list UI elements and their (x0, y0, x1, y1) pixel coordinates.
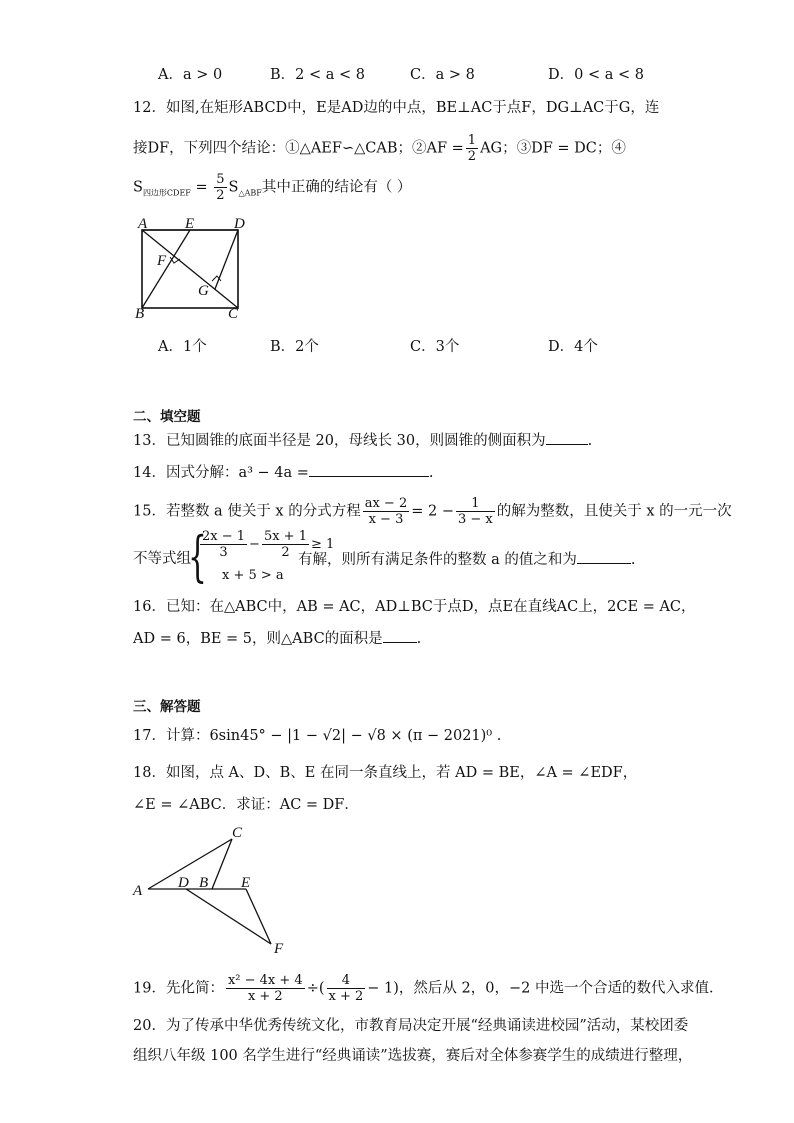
q18-label-a: A (133, 883, 143, 899)
q15-line2-suffix: 有解，则所有满足条件的整数 a 的值之和为 . (298, 549, 635, 570)
q18-triangle-figure (128, 822, 298, 957)
q16-line2: AD = 6，BE = 5，则△ABC的面积是 . (133, 628, 421, 649)
q18-label-c: C (232, 825, 243, 841)
q12-line3: $S_{四边形CDEF}$ = $\frac{5}{2}$ $S_{\triangle ABF}$其中正确的结论有（ ） (133, 172, 412, 203)
q12-line2 (133, 133, 626, 164)
q12-rectangle-figure (130, 215, 250, 320)
q15-line2-prefix: 不等式组 (133, 551, 191, 567)
q20-line1: 20．为了传承中华优秀传统文化，市教育局决定开展“经典诵读进校园”活动，某校团委 (133, 1018, 689, 1034)
q12-option-c: C．3个 (410, 339, 460, 355)
q15-inequality-1: $\frac{2x - 1}{3}$ − $\frac{5x + 1}{2}$ ≥ 1 (202, 529, 335, 560)
q12-label-f: F (157, 253, 167, 269)
q17-line: 17．计算：6sin45° − |1 − √2| − √8 × (π − 2021)⁰ . (133, 728, 502, 744)
q13-line: 13．已知圆锥的底面半径是 20，母线长 30，则圆锥的侧面积为 . (133, 430, 592, 451)
q15-system-brace: { (188, 525, 207, 588)
q12-label-c: C (228, 306, 239, 320)
q12-line2-suffix: AG；③DF = DC；④ (480, 140, 626, 157)
q11-option-b: B．2 < a < 8 (270, 67, 365, 83)
q11-option-d: D．0 < a < 8 (548, 67, 644, 83)
q11-option-a: A．a > 0 (158, 67, 223, 83)
q18-label-d: D (178, 875, 189, 891)
q14-line: 14．因式分解：a³ − 4a = . (133, 462, 434, 483)
q12-label-g: G (198, 283, 209, 299)
q15-inequality-2: x + 5 > a (222, 568, 284, 583)
section-answer-heading: 三、解答题 (133, 699, 201, 715)
q12-option-d: D．4个 (548, 339, 598, 355)
q15-fraction-1: $\frac{ax - 2}{x - 3}$ (364, 496, 408, 527)
q18-label-e: E (241, 875, 251, 891)
q19-fraction-2: $\frac{4}{x + 2}$ (328, 973, 364, 1004)
q11-option-c: C．a > 8 (410, 67, 475, 83)
q18-label-f: F (274, 941, 284, 957)
q12-label-d: D (234, 216, 245, 232)
q12-fraction-five-halves: $\frac{5}{2}$ (216, 172, 225, 203)
q20-line2: 组织八年级 100 名学生进行“经典诵读”选拔赛，赛后对全体参赛学生的成绩进行整理， (133, 1048, 693, 1064)
q12-label-e: E (185, 216, 195, 232)
q19-line: 19．先化简： $\frac{\text{x² − 4x + 4}}{x + 2}$ ÷( $\frac{4}{x + 2}$ − 1)，然后从 2，0，−2 中选一个合适的数代入求值． (133, 973, 724, 1004)
q12-line1: 12．如图,在矩形ABCD中，E是AD边的中点，BE⊥AC于点F，DG⊥AC于G，连 (133, 100, 660, 116)
q16-line1: 16．已知：在△ABC中，AB = AC，AD⊥BC于点D，点E在直线AC上，2CE = AC， (133, 599, 696, 615)
q12-fraction-half: $\frac{1}{2}$ (467, 133, 477, 164)
q12-option-b: B．2个 (270, 339, 319, 355)
q12-option-a: A．1个 (158, 339, 207, 355)
q15-fraction-2: $\frac{1}{3 - x}$ (457, 496, 493, 527)
q19-fraction-1: $\frac{\text{x² − 4x + 4}}{x + 2}$ (227, 973, 303, 1004)
q15-line1: 15．若整数 a 使关于 x 的分式方程 $\frac{ax - 2}{x - 3}$ = 2 − $\frac{1}{3 - x}$ 的解为整数，且使关于 x 的一元一次 (133, 496, 732, 527)
q12-line2-prefix: 接DF，下列四个结论：①△AEF∽△CAB；②AF = (133, 140, 464, 157)
q18-label-b: B (199, 875, 209, 891)
q12-label-b: B (135, 306, 145, 320)
q12-label-a: A (138, 216, 148, 232)
section-fill-in-heading: 二、填空题 (133, 409, 201, 425)
q18-line1: 18．如图，点 A、D、B、E 在同一条直线上，若 AD = BE，∠A = ∠EDF， (133, 765, 638, 781)
q18-line2: ∠E = ∠ABC．求证：AC = DF． (133, 797, 359, 813)
